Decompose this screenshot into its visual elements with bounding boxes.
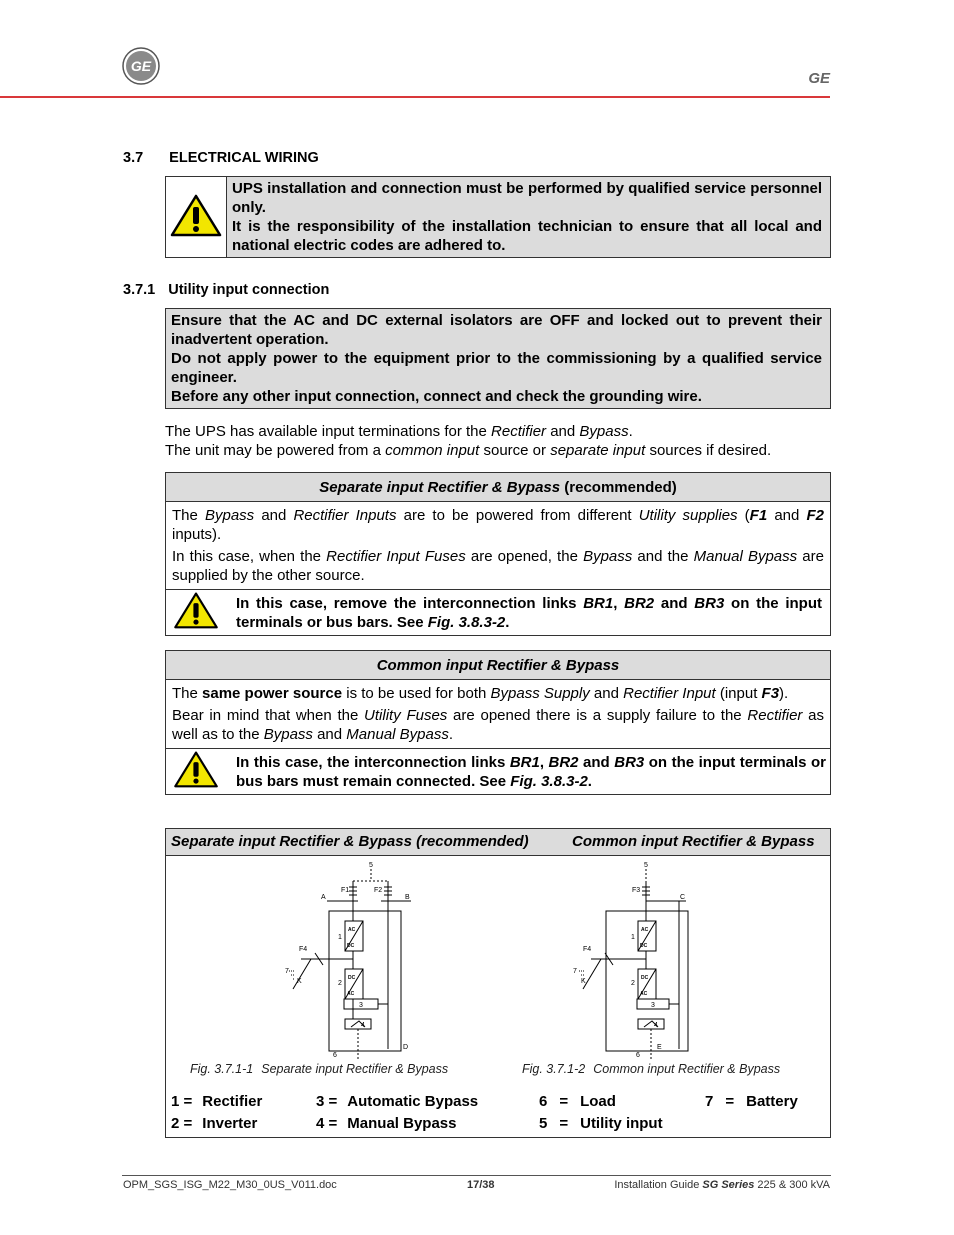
diag2-label-6: 6 bbox=[636, 1052, 640, 1059]
warning-box-isolators bbox=[165, 308, 831, 409]
diag1-label-4: 4 bbox=[361, 1022, 365, 1029]
warning-icon bbox=[172, 750, 220, 788]
intro-line-1: The UPS has available input terminations for the Rectifier and Bypass. bbox=[165, 423, 633, 440]
legend-item: 4 = Manual Bypass bbox=[316, 1115, 457, 1132]
diag2-label-e: E bbox=[657, 1044, 662, 1051]
footer-doc-name: OPM_SGS_ISG_M22_M30_0US_V011.doc bbox=[123, 1179, 337, 1191]
diag2-label-k: K bbox=[581, 978, 586, 985]
svg-text:DC: DC bbox=[641, 975, 649, 981]
header-brand: GE bbox=[808, 70, 830, 87]
diagram-separate-input bbox=[281, 859, 421, 1064]
legend-item: 6 = Load bbox=[539, 1093, 616, 1110]
legend-item: 7 = Battery bbox=[705, 1093, 798, 1110]
diag1-label-1: 1 bbox=[338, 934, 342, 941]
separate-input-box bbox=[165, 472, 831, 636]
common-input-title: Common input Rectifier & Bypass bbox=[166, 651, 831, 680]
diag1-label-f4: F4 bbox=[299, 946, 308, 953]
diag2-label-5: 5 bbox=[644, 862, 648, 869]
svg-text:DC: DC bbox=[640, 943, 648, 949]
section-heading: 3.7 ELECTRICAL WIRING bbox=[123, 150, 319, 166]
footer-guide-title: Installation Guide SG Series 225 & 300 kVA bbox=[614, 1179, 830, 1191]
diag1-label-a: A bbox=[321, 894, 326, 901]
diag2-label-c: C bbox=[680, 894, 686, 901]
diag1-label-d: D bbox=[403, 1044, 409, 1051]
warning2-line2: Do not apply power to the equipment prior to the commissioning by a qualified service engineer. bbox=[171, 350, 822, 386]
fig1-caption: Fig. 3.7.1-1 Separate input Rectifier & Bypass bbox=[190, 1062, 449, 1076]
figures-header bbox=[166, 829, 830, 856]
footer-divider bbox=[122, 1175, 831, 1176]
diag2-label-4: 4 bbox=[654, 1022, 658, 1029]
common-p2: Bear in mind that when the Utility Fuses are opened there is a supply failure to the Rectifier as well as to the Bypass and Manual Bypass. bbox=[172, 707, 824, 743]
svg-text:AC: AC bbox=[348, 927, 356, 933]
svg-text:GE: GE bbox=[130, 58, 152, 74]
diagram-common-input bbox=[571, 859, 701, 1064]
diag2-label-f4: F4 bbox=[583, 946, 592, 953]
diag2-label-2: 2 bbox=[631, 980, 635, 987]
legend-item: 3 = Automatic Bypass bbox=[316, 1093, 479, 1110]
diag1-label-5: 5 bbox=[369, 862, 373, 869]
intro-line-2: The unit may be powered from a common input source or separate input sources if desired. bbox=[165, 442, 772, 459]
footer-page-number: 17/38 bbox=[467, 1179, 495, 1191]
legend-item: 2 = Inverter bbox=[171, 1115, 258, 1132]
figures-head-right: Common input Rectifier & Bypass bbox=[572, 833, 815, 850]
svg-text:AC: AC bbox=[641, 927, 649, 933]
intro-paragraph bbox=[165, 422, 771, 460]
figures-head-left: Separate input Rectifier & Bypass (recommended) bbox=[171, 833, 529, 850]
separate-p2: In this case, when the Rectifier Input Fuses are opened, the Bypass and the Manual Bypass are supplied by the other source. bbox=[172, 548, 824, 584]
diag1-label-f1: F1 bbox=[341, 887, 350, 894]
svg-text:AC: AC bbox=[640, 991, 648, 997]
diag1-label-6: 6 bbox=[333, 1052, 337, 1059]
diag2-label-1: 1 bbox=[631, 934, 635, 941]
warning-icon bbox=[170, 193, 222, 237]
diag1-label-7: 7 bbox=[285, 968, 289, 975]
common-p1: The same power source is to be used for both Bypass Supply and Rectifier Input (input F3). bbox=[172, 685, 789, 702]
diag1-label-f2: F2 bbox=[374, 887, 383, 894]
separate-warning: In this case, remove the interconnection links BR1, BR2 and BR3 on the input terminals or bus bars. See Fig. 3.8.3-2. bbox=[226, 590, 831, 636]
header-divider bbox=[0, 96, 830, 98]
common-warning: In this case, the interconnection links BR1, BR2 and BR3 on the input terminals or bus bars must remain connected. See Fig. 3.8.3-2. bbox=[226, 749, 831, 795]
subsection-heading: 3.7.1 Utility input connection bbox=[123, 282, 330, 298]
separate-input-title: Separate input Rectifier & Bypass (recommended) bbox=[166, 473, 831, 502]
diag2-label-7: 7 bbox=[573, 968, 577, 975]
fig2-caption: Fig. 3.7.1-2 Common input Rectifier & Bypass bbox=[522, 1062, 781, 1076]
diag1-label-2: 2 bbox=[338, 980, 342, 987]
warning2-line1: Ensure that the AC and DC external isolators are OFF and locked out to prevent their inadvertent operation. bbox=[171, 312, 822, 348]
warning-box-qualified bbox=[165, 176, 831, 258]
separate-p1: The Bypass and Rectifier Inputs are to be powered from different Utility supplies (F1 and F2 inputs). bbox=[172, 507, 824, 543]
diag2-label-3: 3 bbox=[651, 1002, 655, 1009]
svg-text:DC: DC bbox=[347, 943, 355, 949]
svg-text:DC: DC bbox=[348, 975, 356, 981]
warning1-line2: It is the responsibility of the installation technician to ensure that all local and national electric codes are adhered to. bbox=[232, 218, 822, 254]
svg-text:AC: AC bbox=[347, 991, 355, 997]
diag1-label-3: 3 bbox=[359, 1002, 363, 1009]
legend-item: 5 = Utility input bbox=[539, 1115, 663, 1132]
warning-icon bbox=[172, 591, 220, 629]
legend-item: 1 = Rectifier bbox=[171, 1093, 263, 1110]
diag2-label-f3: F3 bbox=[632, 887, 641, 894]
common-input-box bbox=[165, 650, 831, 795]
warning2-line3: Before any other input connection, connect and check the grounding wire. bbox=[171, 388, 702, 405]
figures-box bbox=[165, 828, 831, 1138]
diag1-label-b: B bbox=[405, 894, 410, 901]
warning1-line1: UPS installation and connection must be performed by qualified service personnel only. bbox=[232, 180, 822, 216]
ge-logo bbox=[122, 47, 160, 85]
diag1-label-k: K bbox=[297, 978, 302, 985]
